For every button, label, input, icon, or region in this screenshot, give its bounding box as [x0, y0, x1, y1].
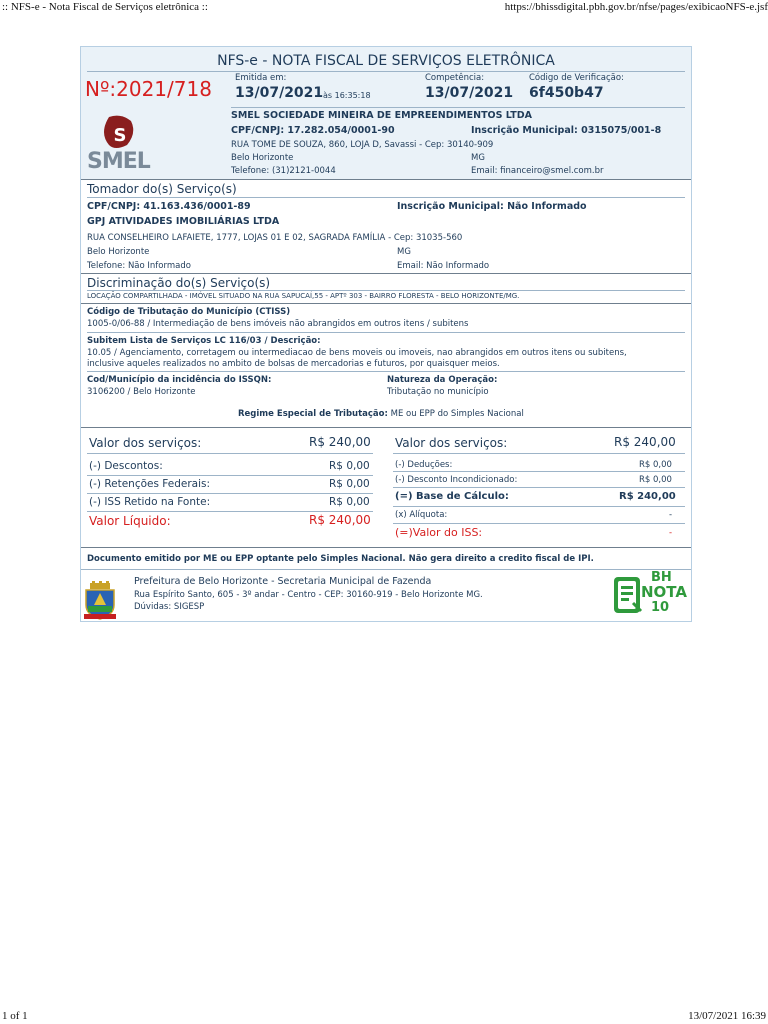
provider-phone: Telefone: (31)2121-0044	[231, 166, 336, 176]
competence-label: Competência:	[425, 73, 485, 83]
belo-horizonte-coat-of-arms	[82, 581, 118, 621]
divider	[87, 197, 685, 198]
help-contact: Dúvidas: SIGESP	[134, 602, 205, 612]
print-datetime: 13/07/2021 16:39	[688, 1010, 766, 1022]
nota-logo-text: NOTA	[641, 583, 687, 601]
divider	[87, 475, 373, 476]
client-city: Belo Horizonte	[87, 247, 150, 257]
client-municipal-registration: Inscrição Municipal: Não Informado	[397, 201, 587, 212]
operation-nature-label: Natureza da Operação:	[387, 375, 498, 385]
divider	[87, 453, 373, 454]
divider	[393, 453, 685, 454]
iss-value-label: (=)Valor do ISS:	[395, 526, 483, 539]
issued-time: às 16:35:18	[323, 91, 371, 100]
divider	[81, 569, 691, 570]
divider	[81, 427, 691, 428]
provider-city: Belo Horizonte	[231, 153, 294, 163]
iss-value: -	[669, 528, 673, 538]
ctiss-value: 1005-0/06-88 / Intermediação de bens imóveis não abrangidos em outros itens / subitens	[87, 319, 469, 329]
deductions-value: R$ 0,00	[639, 460, 672, 470]
divider	[393, 471, 685, 472]
service-description: LOCAÇÃO COMPARTILHADA - IMÓVEL SITUADO NA RUA SAPUCAÍ,55 - APTº 303 - BAIRRO FLORESTA - BELO HORIZONTE/MG.	[87, 292, 520, 300]
provider-email: Email: financeiro@smel.com.br	[471, 166, 604, 176]
services-value-label: Valor dos serviços:	[89, 436, 202, 450]
municipality-code-label: Cod/Município da incidência do ISSQN:	[87, 375, 272, 385]
print-footer	[0, 1008, 768, 1024]
divider	[81, 179, 691, 180]
federal-retentions-label: (-) Retenções Federais:	[89, 478, 211, 490]
smel-logo	[87, 115, 159, 177]
provider-municipal-registration: Inscrição Municipal: 0315075/001-8	[471, 125, 662, 136]
provider-address: RUA TOME DE SOUZA, 860, LOJA D, Savassi - Cep: 30140-909	[231, 140, 494, 150]
operation-nature: Tributação no município	[387, 387, 489, 397]
divider	[81, 547, 691, 548]
divider	[87, 290, 685, 291]
tax-regime	[238, 409, 524, 419]
subitem-line-1: 10.05 / Agenciamento, corretagem ou intermediacao de bens moveis ou imoveis, nao abrangidos em outros itens ou subitens,	[87, 348, 627, 358]
subitem-label: Subitem Lista de Serviços LC 116/03 / Descrição:	[87, 336, 321, 346]
unconditional-discount-value: R$ 0,00	[639, 475, 672, 485]
client-address: RUA CONSELHEIRO LAFAIETE, 1777, LOJAS 01 E 02, SAGRADA FAMÍLIA - Cep: 31035-560	[87, 233, 463, 243]
services-value: R$ 240,00	[309, 435, 371, 449]
client-name: GPJ ATIVIDADES IMOBILIÁRIAS LTDA	[87, 216, 280, 227]
rate-value: -	[669, 510, 673, 520]
tax-regime-label: Regime Especial de Tributação:	[238, 409, 388, 419]
net-value: R$ 240,00	[309, 513, 371, 527]
subitem-line-2: inclusive aqueles realizados no ambito de bolsas de mercadorias e futuros, por quaisquer meios.	[87, 359, 500, 369]
page-count: 1 of 1	[2, 1010, 28, 1022]
smel-logo-text: SMEL	[87, 149, 150, 174]
verification-code-label: Código de Verificação:	[529, 73, 624, 83]
divider	[87, 332, 685, 333]
divider	[393, 487, 685, 488]
services-value-label-right: Valor dos serviços:	[395, 436, 508, 450]
tax-base-label: (=) Base de Cálculo:	[395, 491, 509, 502]
unconditional-discount-label: (-) Desconto Incondicionado:	[395, 475, 518, 485]
divider	[87, 371, 685, 372]
client-state: MG	[397, 247, 411, 257]
document-title: NFS-e - NOTA FISCAL DE SERVIÇOS ELETRÔNICA	[217, 53, 555, 69]
ctiss-label: Código de Tributação do Município (CTISS)	[87, 307, 291, 317]
provider-cnpj: CPF/CNPJ: 17.282.054/0001-90	[231, 125, 395, 136]
federal-retentions-value: R$ 0,00	[329, 478, 370, 490]
simples-notice: Documento emitido por ME ou EPP optante pelo Simples Nacional. Não gera direito a credito fiscal de IPI.	[87, 554, 594, 564]
discounts-label: (-) Descontos:	[89, 460, 163, 472]
divider	[231, 107, 685, 108]
divider	[81, 273, 691, 274]
divider	[81, 303, 691, 304]
competence-date: 13/07/2021	[425, 85, 514, 101]
client-cnpj: CPF/CNPJ: 41.163.436/0001-89	[87, 201, 251, 212]
tax-regime-value: ME ou EPP do Simples Nacional	[390, 409, 524, 419]
iss-withheld-label: (-) ISS Retido na Fonte:	[89, 496, 211, 508]
net-value-label: Valor Líquido:	[89, 514, 171, 528]
prefecture-name: Prefeitura de Belo Horizonte - Secretaria Municipal de Fazenda	[134, 576, 432, 587]
rate-label: (x) Alíquota:	[395, 510, 448, 520]
invoice-number: Nº:2021/718	[85, 77, 212, 101]
iss-withheld-value: R$ 0,00	[329, 496, 370, 508]
client-email: Email: Não Informado	[397, 261, 490, 271]
divider	[87, 71, 685, 72]
ten-logo-text: 10	[651, 600, 670, 615]
provider-state: MG	[471, 153, 485, 163]
prefecture-address: Rua Espírito Santo, 605 - 3º andar - Centro - CEP: 30160-919 - Belo Horizonte MG.	[134, 590, 483, 600]
divider	[87, 493, 373, 494]
issued-label: Emitida em:	[235, 73, 287, 83]
divider	[87, 511, 373, 512]
print-title: :: NFS-e - Nota Fiscal de Serviços eletrônica ::	[2, 1, 208, 13]
provider-name: SMEL SOCIEDADE MINEIRA DE EMPREENDIMENTOS LTDA	[231, 110, 532, 121]
municipality-code: 3106200 / Belo Horizonte	[87, 387, 196, 397]
services-value-right: R$ 240,00	[614, 435, 676, 449]
issued-date: 13/07/2021	[235, 85, 324, 101]
client-section-title: Tomador do(s) Serviço(s)	[87, 182, 237, 196]
bh-nota-10-logo	[611, 571, 691, 619]
verification-code: 6f450b47	[529, 85, 604, 101]
services-section-title: Discriminação do(s) Serviço(s)	[87, 276, 271, 290]
client-phone: Telefone: Não Informado	[87, 261, 191, 271]
divider	[393, 523, 685, 524]
print-header	[0, 0, 768, 14]
discounts-value: R$ 0,00	[329, 460, 370, 472]
bh-logo-text: BH	[651, 570, 672, 585]
svg-text:S: S	[113, 125, 127, 146]
nfse-document	[80, 46, 692, 622]
tax-base-value: R$ 240,00	[619, 491, 676, 502]
deductions-label: (-) Deduções:	[395, 460, 453, 470]
divider	[393, 506, 685, 507]
print-url: https://bhissdigital.pbh.gov.br/nfse/pages/exibicaoNFS-e.jsf	[504, 1, 768, 13]
